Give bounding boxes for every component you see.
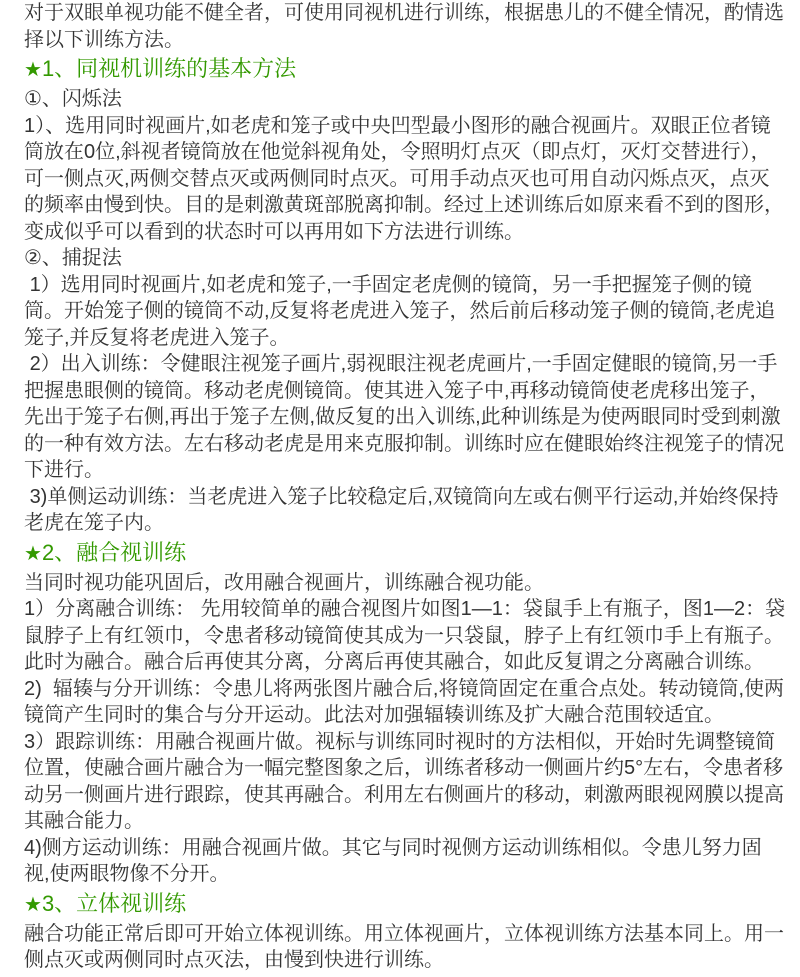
star-icon: ★ [24, 893, 42, 916]
paragraph-stereo-intro: 融合功能正常后即可开始立体视训练。用立体视画片，立体视训练方法基本同上。用一侧点灭或两侧同时点灭法，由慢到快进行训练。 [24, 922, 784, 971]
paragraph-fusion-intro: 当同时视功能巩固后，改用融合视画片，训练融合视功能。 [24, 571, 544, 594]
star-icon: ★ [24, 542, 42, 565]
section-heading-basic-methods [24, 55, 786, 84]
subheading-flash-method: ①、闪烁法 [24, 88, 122, 110]
intro-paragraph: 对于双眼单视功能不健全者，可使用同视机进行训练，根据患儿的不健全情况，酌情选择以下训练方法。 [24, 2, 784, 51]
paragraph-capture-3-unilateral: 3)单侧运动训练：当老虎进入笼子比较稳定后,双镜筒向左或右侧平行运动,并始终保持老虎在笼子内。 [24, 485, 779, 534]
paragraph-capture-2-in-out: 2）出入训练：令健眼注视笼子画片,弱视眼注视老虎画片,一手固定健眼的镜筒,另一手把握患眼侧的镜筒。移动老虎侧镜筒。使其进入笼子中,再移动镜筒使老虎移出笼子，先出于笼子右侧,再出于笼子左侧,做反复的出入训练,此种训练是为使两眼同时受到刺激的一种有效方法。左右移动老虎是用来克服抑制。训练时应在健眼始终注视笼子的情况下进行。 [24, 353, 784, 481]
section-heading-label: 1、同视机训练的基本方法 [41, 56, 297, 81]
star-icon: ★ [24, 59, 42, 81]
paragraph-fusion-4-lateral: 4)侧方运动训练：用融合视画片做。其它与同时视侧方运动训练相似。令患儿努力固视,使两眼物像不分开。 [24, 836, 762, 885]
paragraph-capture-1: 1）选用同时视画片,如老虎和笼子,一手固定老虎侧的镜筒，另一手把握笼子侧的镜筒。开始笼子侧的镜筒不动,反复将老虎进入笼子，然后前后移动笼子侧的镜筒,老虎追笼子,并反复将老虎进入笼子。 [24, 273, 776, 349]
section-heading-stereo-training [24, 890, 786, 919]
section-heading-label: 2、融合视训练 [41, 539, 187, 565]
paragraph-fusion-2-convergence: 2) 辐辏与分开训练：令患儿将两张图片融合后,将镜筒固定在重合点处。转动镜筒,使两镜筒产生同时的集合与分开运动。此法对加强辐辏训练及扩大融合范围较适宜。 [24, 677, 785, 726]
paragraph-fusion-3-tracking: 3）跟踪训练：用融合视画片做。视标与训练同时视时的方法相似，开始时先调整镜简位置，使融合画片融合为一幅完整图象之后，训练者移动一侧画片约5°左右，令患者移动另一侧画片进行跟踪，使其再融合。利用左右侧画片的移动，刺激两眼视网膜以提高其融合能力。 [24, 730, 784, 832]
subheading-capture-method: ②、捕捉法 [24, 247, 122, 269]
paragraph-flash-method: 1）、选用同时视画片,如老虎和笼子或中央凹型最小图形的融合视画片。双眼正位者镜筒放在0位,斜视者镜筒放在他觉斜视角处，令照明灯点灭（即点灯，灭灯交替进行），可一侧点灭,两侧交替点灭或两侧同时点灭。可用手动点灭也可用自动闪烁点灭，点灭的频率由慢到快。目的是刺激黄斑部脱离抑制。经过上述训练后如原来看不到的图形，变成似乎可以看到的状态时可以再用如下方法进行训练。 [24, 114, 784, 243]
paragraph-fusion-1-separation: 1）分离融合训练： 先用较简单的融合视图片如图1—1：袋鼠手上有瓶子，图1—2：袋鼠脖子上有红领巾，令患者移动镜简使其成为一只袋鼠，脖子上有红领巾手上有瓶子。此时为融合。融合后再使其分离，分离后再使其融合，如此反复谓之分离融合训练。 [24, 598, 786, 673]
section-heading-label: 3、立体视训练 [41, 890, 187, 916]
section-heading-fusion-training [24, 539, 786, 568]
